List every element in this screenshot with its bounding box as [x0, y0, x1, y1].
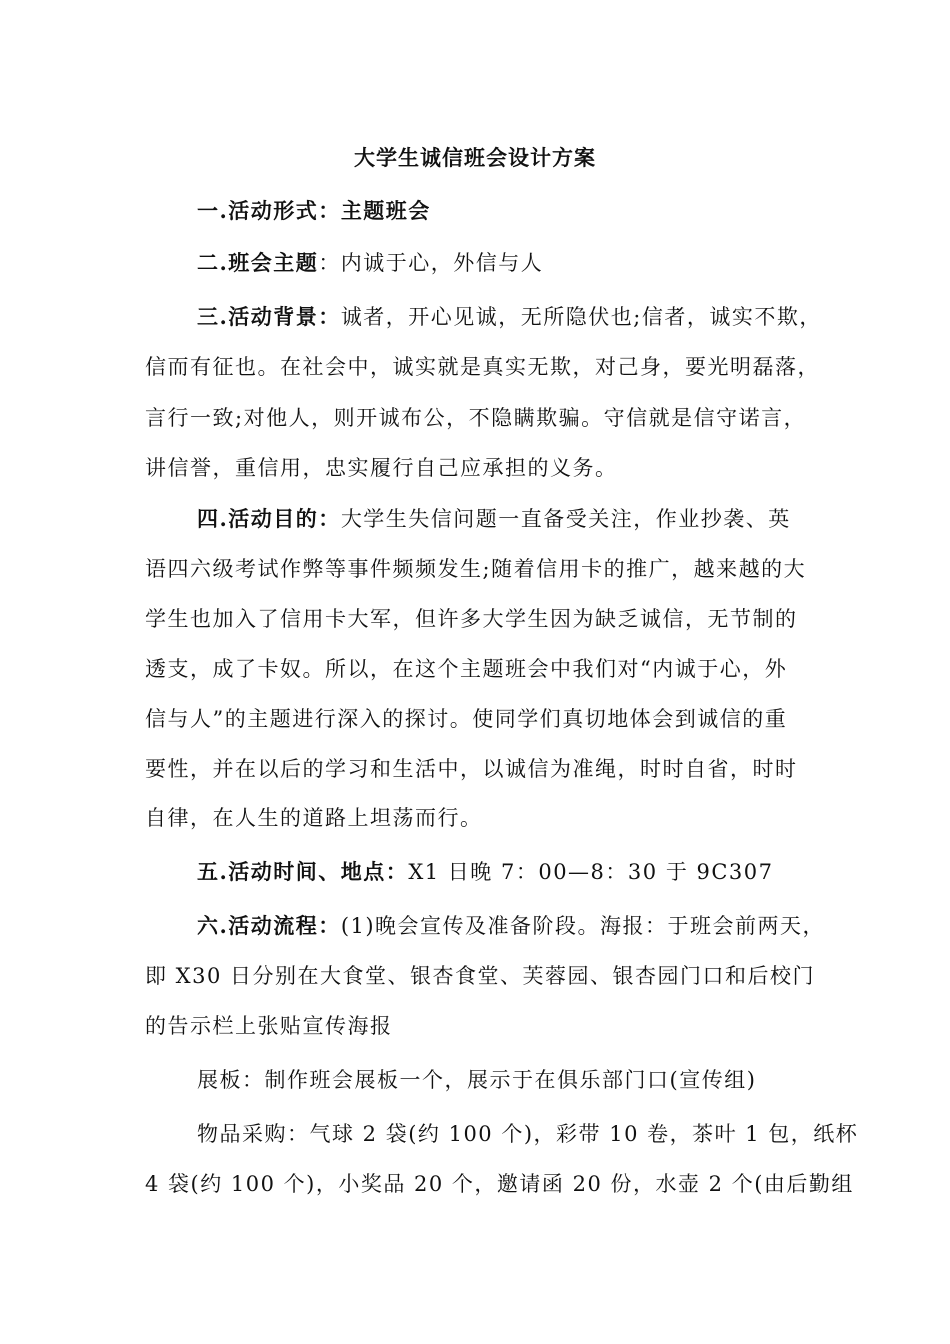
section-text: 主题班会 — [340, 198, 431, 223]
section-label: 二.班会主题 — [197, 250, 319, 275]
paragraph-line: 4 袋(约 100 个)，小奖品 20 个，邀请函 20 份，水壶 2 个(由后勤组 — [145, 1172, 854, 1196]
section-text: ：内诚于心，外信与人 — [318, 251, 544, 275]
paragraph-line: 诚者，开心见诚，无所隐伏也;信者，诚实不欺， — [340, 305, 822, 329]
section-label: 六.活动流程： — [197, 913, 341, 938]
paragraph-line: 讲信誉，重信用，忠实履行自己应承担的义务。 — [145, 456, 618, 480]
section-process — [197, 911, 825, 941]
section-label: 四.活动目的： — [197, 506, 341, 531]
section-background — [197, 302, 822, 332]
section-label: 三.活动背景： — [197, 304, 341, 329]
paragraph-line: 学生也加入了信用卡大军，但许多大学生因为缺乏诚信，无节制的 — [145, 607, 798, 631]
paragraph-line: 语四六级考试作弊等事件频频发生;随着信用卡的推广，越来越的大 — [145, 557, 807, 581]
paragraph-line: 自律，在人生的道路上坦荡而行。 — [145, 806, 483, 830]
section-text: X1 日晚 7：00—8：30 于 9C307 — [408, 860, 774, 884]
section-purpose — [197, 504, 791, 534]
paragraph-line: 言行一致;对他人，则开诚布公，不隐瞒欺骗。守信就是信守诺言， — [145, 406, 807, 430]
paragraph-line: 要性，并在以后的学习和生活中，以诚信为准绳，时时自省，时时 — [145, 757, 798, 781]
paragraph-line: 透支，成了卡奴。所以，在这个主题班会中我们对“内诚于心，外 — [145, 657, 788, 681]
paragraph-line: 信与人”的主题进行深入的探讨。使同学们真切地体会到诚信的重 — [145, 707, 788, 731]
paragraph-line: (1)晚会宣传及准备阶段。海报：于班会前两天， — [340, 914, 826, 938]
section-activity-form — [197, 196, 431, 226]
paragraph-line: 的告示栏上张贴宣传海报 — [145, 1014, 393, 1038]
section-label: 五.活动时间、地点： — [197, 859, 409, 884]
paragraph-line: 即 X30 日分别在大食堂、银杏食堂、芙蓉园、银杏园门口和后校门 — [145, 964, 816, 988]
section-meeting-theme — [197, 248, 543, 278]
document-title: 大学生诚信班会设计方案 — [354, 145, 596, 170]
paragraph-line: 大学生失信问题一直备受关注，作业抄袭、英 — [340, 507, 791, 531]
paragraph-line: 信而有征也。在社会中，诚实就是真实无欺，对己身，要光明磊落， — [145, 355, 820, 379]
paragraph-goods-purchase: 物品采购：气球 2 袋(约 100 个)，彩带 10 卷，茶叶 1 包，纸杯 — [197, 1122, 859, 1146]
section-label: 一.活动形式： — [197, 198, 341, 223]
paragraph-display-board: 展板：制作班会展板一个，展示于在俱乐部门口(宣传组) — [197, 1068, 757, 1092]
section-time-place — [197, 857, 774, 887]
